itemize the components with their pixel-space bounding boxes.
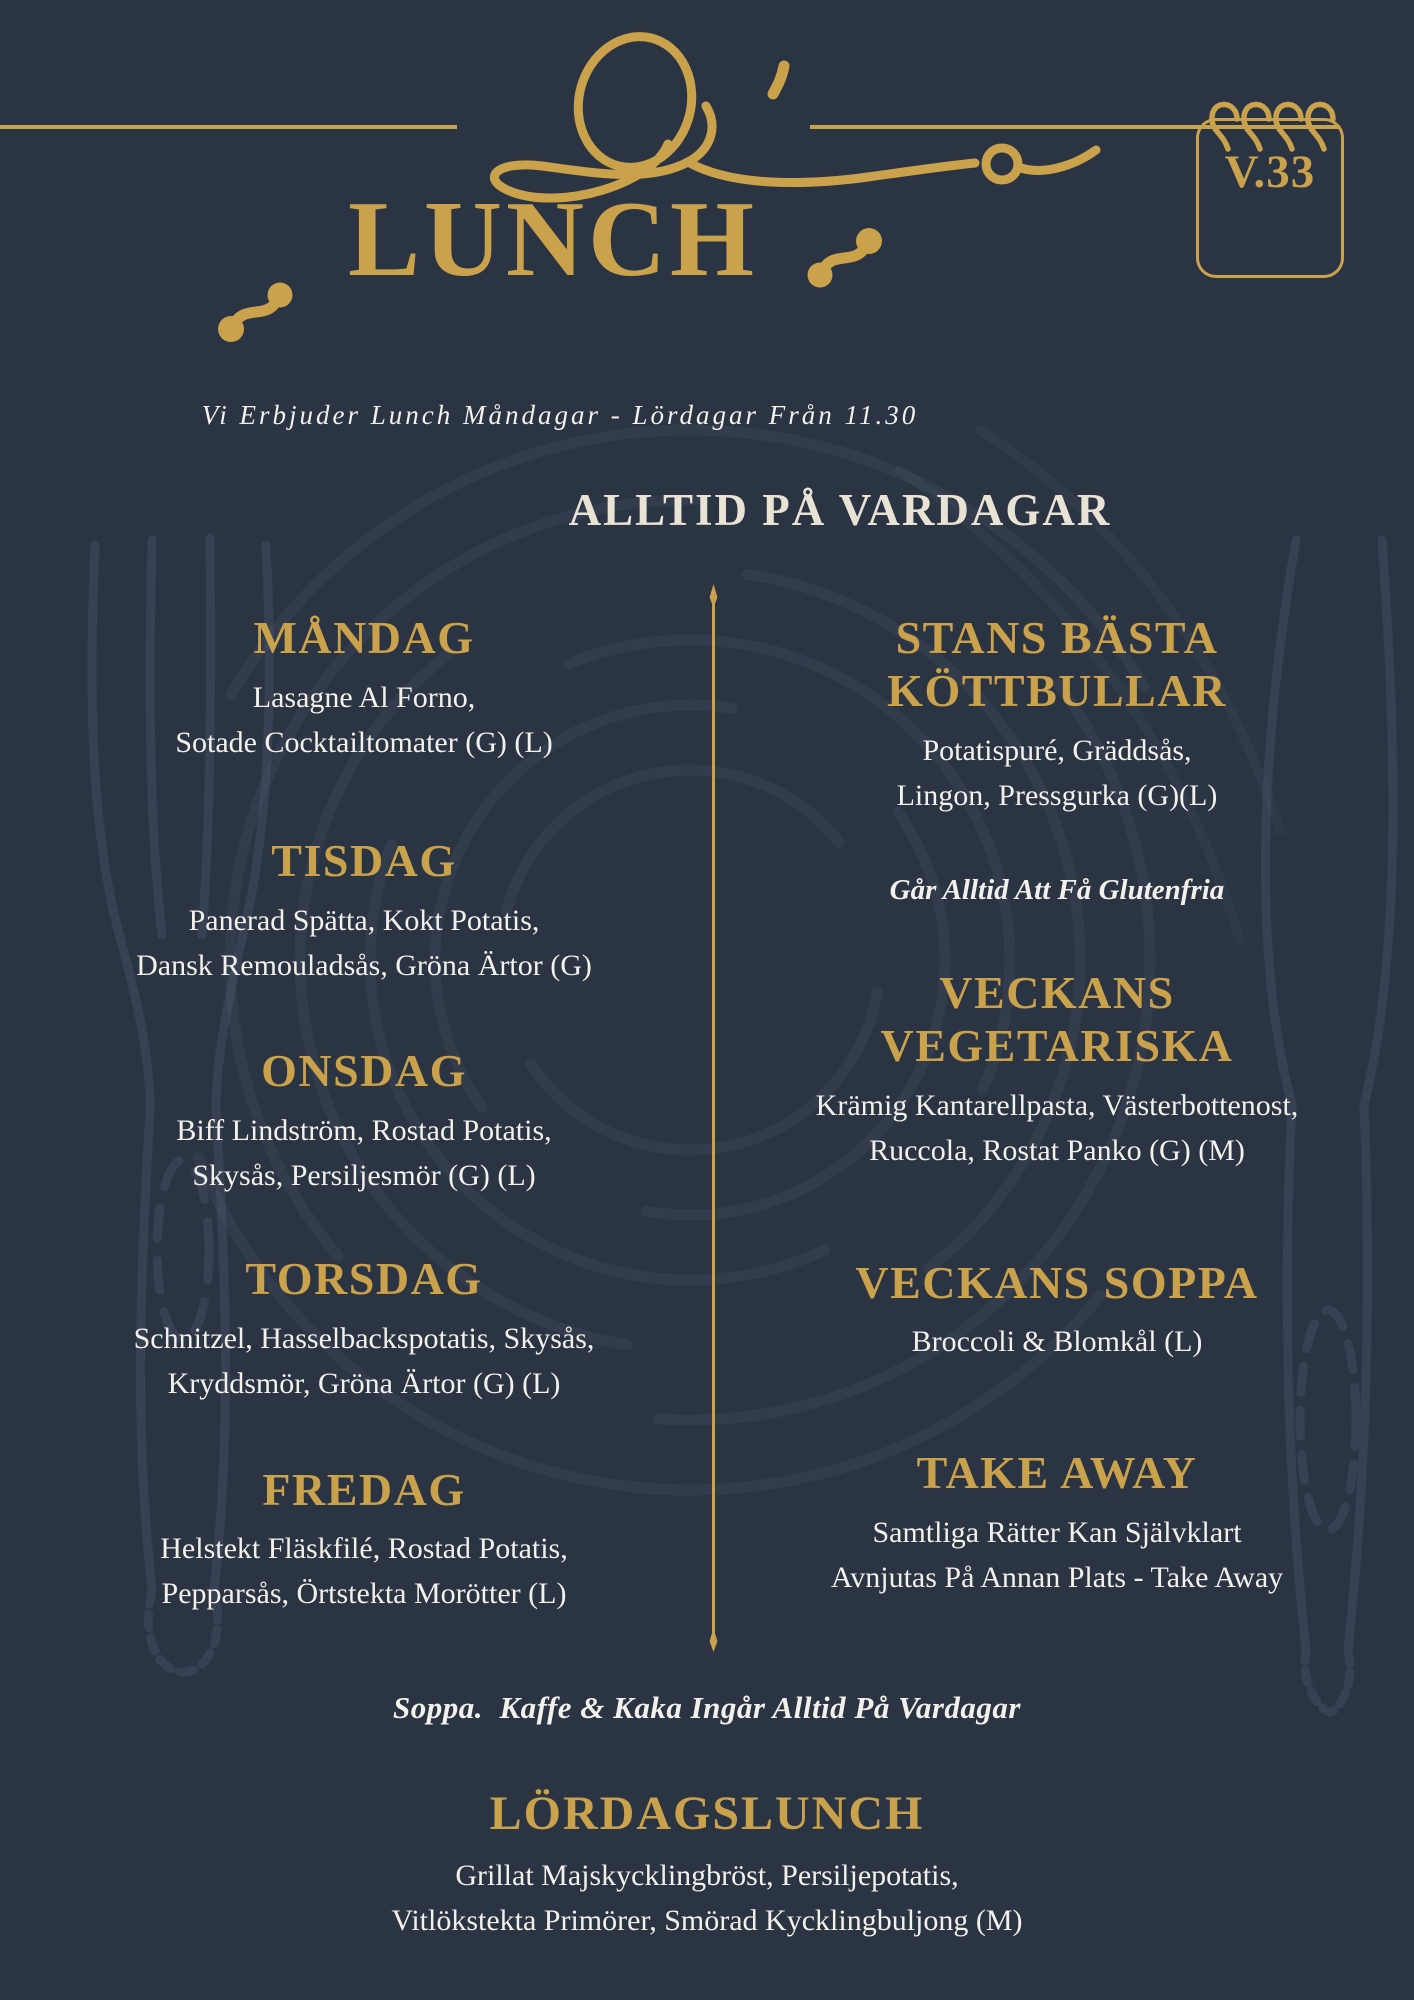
week-number: V.33 bbox=[1224, 146, 1316, 198]
special-title: TAKE AWAY bbox=[916, 1447, 1198, 1499]
special-title: VECKANS SOPPA bbox=[855, 1256, 1259, 1308]
dish-line: Grillat Majskycklingbröst, Persiljepotatis, bbox=[455, 1859, 959, 1893]
dish-line: Broccoli & Blomkål (L) bbox=[911, 1325, 1203, 1359]
menu-section-meatballs bbox=[724, 612, 1390, 907]
calendar-spiral-icon bbox=[1207, 93, 1339, 153]
day-title: MÅNDAG bbox=[253, 612, 475, 663]
opening-hours-subtitle: Vi Erbjuder Lunch Måndagar - Lördagar Från 11.30 bbox=[201, 400, 919, 430]
gluten-free-note: Går Alltid Att Få Glutenfria bbox=[889, 873, 1225, 906]
menu-section-monday bbox=[40, 612, 688, 765]
menu-section-take-away bbox=[724, 1447, 1390, 1600]
menu-section-friday bbox=[40, 1464, 688, 1617]
dish-line: Lasagne Al Forno, bbox=[252, 680, 476, 714]
day-title: FREDAG bbox=[262, 1463, 466, 1515]
special-title-line: STANS BÄSTA bbox=[895, 612, 1219, 663]
dish-line: Panerad Spätta, Kokt Potatis, bbox=[188, 903, 540, 937]
special-title bbox=[724, 612, 1390, 718]
day-title: TORSDAG bbox=[245, 1252, 483, 1304]
dish-line: Ruccola, Rostat Panko (G) (M) bbox=[869, 1133, 1245, 1167]
special-title-line: VECKANS bbox=[939, 966, 1175, 1018]
dish-line: Dansk Remouladsås, Gröna Ärtor (G) bbox=[136, 948, 592, 982]
dish-line: Vitlökstekta Primörer, Smörad Kycklingbuljong (M) bbox=[391, 1904, 1023, 1938]
dish-line: Skysås, Persiljesmör (G) (L) bbox=[192, 1158, 536, 1192]
included-note: Soppa. Kaffe & Kaka Ingår Alltid På Vardagar bbox=[393, 1690, 1021, 1725]
special-title-line: KÖTTBULLAR bbox=[887, 664, 1227, 716]
week-badge bbox=[1196, 118, 1344, 278]
top-rule-left bbox=[0, 125, 457, 129]
weekday-column bbox=[40, 612, 688, 1616]
day-title: ONSDAG bbox=[261, 1044, 467, 1096]
menu-section-wednesday bbox=[40, 1045, 688, 1198]
dish-line: Sotade Cocktailtomater (G) (L) bbox=[175, 725, 553, 759]
menu-title: LUNCH bbox=[347, 180, 759, 299]
menu-section-thursday bbox=[40, 1253, 688, 1406]
menu-section-soup bbox=[724, 1257, 1390, 1365]
special-title-line: VEGETARISKA bbox=[880, 1019, 1234, 1071]
saturday-lunch-section bbox=[0, 1786, 1414, 1943]
dish-line: Lingon, Pressgurka (G)(L) bbox=[896, 778, 1218, 812]
dish-line: Avnjutas På Annan Plats - Take Away bbox=[830, 1561, 1284, 1595]
menu-section-tuesday bbox=[40, 835, 688, 988]
dish-line: Biff Lindström, Rostad Potatis, bbox=[176, 1113, 552, 1147]
column-divider bbox=[712, 600, 715, 1636]
dish-line: Potatispuré, Gräddsås, bbox=[922, 733, 1192, 767]
dish-line: Pepparsås, Örtstekta Morötter (L) bbox=[161, 1577, 567, 1611]
weekdays-banner: ALLTID PÅ VARDAGAR bbox=[568, 485, 1112, 535]
dish-line: Krämig Kantarellpasta, Västerbottenost, bbox=[815, 1088, 1299, 1122]
saturday-title: LÖRDAGSLUNCH bbox=[489, 1787, 925, 1840]
menu-section-vegetarian bbox=[724, 967, 1390, 1173]
swash-ornament-right-icon bbox=[798, 222, 890, 292]
specials-column bbox=[724, 612, 1390, 1600]
day-title: TISDAG bbox=[271, 834, 457, 886]
special-title bbox=[724, 967, 1390, 1073]
dish-line: Samtliga Rätter Kan Självklart bbox=[872, 1516, 1242, 1550]
dish-line: Kryddsmör, Gröna Ärtor (G) (L) bbox=[167, 1366, 561, 1400]
dish-line: Helstekt Fläskfilé, Rostad Potatis, bbox=[160, 1532, 568, 1566]
dish-line: Schnitzel, Hasselbackspotatis, Skysås, bbox=[133, 1321, 595, 1355]
swash-ornament-left-icon bbox=[210, 278, 302, 348]
